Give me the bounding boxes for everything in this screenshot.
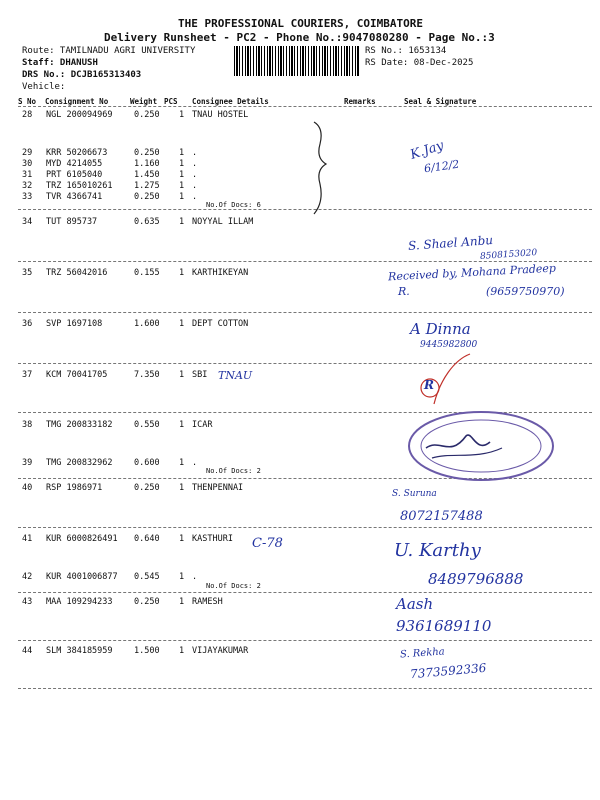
pieces: 1 <box>179 534 185 544</box>
page-title: THE PROFESSIONAL COURIERS, COIMBATORE <box>178 17 424 30</box>
rs-date: RS Date: 08-Dec-2025 <box>365 58 474 68</box>
row-number: 28 <box>22 110 33 120</box>
row-divider <box>18 688 592 689</box>
consignment-number: TVR 4366741 <box>46 192 103 202</box>
row-number: 32 <box>22 181 33 191</box>
row-number: 39 <box>22 458 33 468</box>
consignment-number: TUT 895737 <box>46 217 98 227</box>
consignee-name: SBI <box>192 370 208 380</box>
pieces: 1 <box>179 319 185 329</box>
drs-label: DRS No.: DCJB165313403 <box>22 70 142 80</box>
signature: K.Jay <box>408 138 446 163</box>
pieces: 1 <box>179 192 185 202</box>
consignment-number: PRT 6105040 <box>46 170 103 180</box>
consignee-name: . <box>192 572 198 582</box>
handwritten-phone: 7373592336 <box>409 660 487 682</box>
row-number: 33 <box>22 192 33 202</box>
weight: 1.275 <box>134 181 160 191</box>
consignment-number: TMG 200832962 <box>46 458 113 468</box>
weight: 1.160 <box>134 159 160 169</box>
column-header: Weight <box>130 97 158 106</box>
docs-count-note: No.Of Docs: 2 <box>206 582 261 590</box>
consignee-name: KARTHIKEYAN <box>192 268 249 278</box>
row-number: 29 <box>22 148 33 158</box>
weight: 1.500 <box>134 646 160 656</box>
row-number: 42 <box>22 572 33 582</box>
consignee-name: DEPT COTTON <box>192 319 249 329</box>
row-number: 40 <box>22 483 33 493</box>
weight: 1.450 <box>134 170 160 180</box>
consignment-number: RSP 1986971 <box>46 483 103 493</box>
column-header: PCS <box>164 97 178 106</box>
red-pen-mark <box>400 352 472 408</box>
consignee-name: NOYYAL ILLAM <box>192 217 254 227</box>
weight: 0.545 <box>134 572 160 582</box>
docs-count-note: No.Of Docs: 6 <box>206 201 261 209</box>
row-number: 35 <box>22 268 33 278</box>
consignee-name: RAMESH <box>192 597 223 607</box>
column-header: Remarks <box>344 97 376 106</box>
weight: 0.600 <box>134 458 160 468</box>
company-seal-stamp <box>406 408 556 484</box>
row-number: 43 <box>22 597 33 607</box>
vehicle-label: Vehicle: <box>22 82 66 92</box>
consignee-name: VIJAYAKUMAR <box>192 646 249 656</box>
column-header: Consignment No <box>45 97 109 106</box>
row-number: 36 <box>22 319 33 329</box>
handwritten-note: C-78 <box>252 536 283 551</box>
consignee-name: . <box>192 181 198 191</box>
weight: 0.250 <box>134 110 160 120</box>
consignment-number: SVP 1697108 <box>46 319 103 329</box>
row-divider <box>18 640 592 641</box>
weight: 0.250 <box>134 192 160 202</box>
consignee-name: . <box>192 148 198 158</box>
row-divider <box>18 209 592 210</box>
signature: S. Shael Anbu <box>407 233 494 253</box>
row-divider <box>18 527 592 528</box>
row-divider <box>18 261 592 262</box>
pieces: 1 <box>179 170 185 180</box>
row-number: 44 <box>22 646 33 656</box>
column-header: S No <box>18 97 37 106</box>
weight: 1.600 <box>134 319 160 329</box>
consignment-number: KRR 50206673 <box>46 148 108 158</box>
consignment-number: NGL 200094969 <box>46 110 113 120</box>
pieces: 1 <box>179 148 185 158</box>
weight: 0.640 <box>134 534 160 544</box>
consignee-name: THENPENNAI <box>192 483 244 493</box>
row-number: 38 <box>22 420 33 430</box>
handwritten-phone: 8072157488 <box>400 509 483 524</box>
pieces: 1 <box>179 268 185 278</box>
pieces: 1 <box>179 483 185 493</box>
row-number: 31 <box>22 170 33 180</box>
page-subtitle: Delivery Runsheet - PC2 - Phone No.:9047080280 - Page No.:3 <box>104 31 495 44</box>
consignee-name: TNAU HOSTEL <box>192 110 249 120</box>
signature: Aash <box>396 595 434 613</box>
row-divider <box>18 106 592 107</box>
pieces: 1 <box>179 597 185 607</box>
consignee-name: . <box>192 192 198 202</box>
rs-number: RS No.: 1653134 <box>365 46 447 56</box>
consignment-number: KUR 4001006877 <box>46 572 118 582</box>
handwritten-note: Received by, Mohana Pradeep <box>387 261 557 284</box>
handwritten-phone: 9445982800 <box>420 340 478 350</box>
row-number: 34 <box>22 217 33 227</box>
row-divider <box>18 592 592 593</box>
signature: R <box>424 378 434 392</box>
weight: 7.350 <box>134 370 160 380</box>
column-header: Consignee Details <box>192 97 269 106</box>
weight: 0.155 <box>134 268 160 278</box>
consignment-number: KUR 6000826491 <box>46 534 118 544</box>
pieces: 1 <box>179 217 185 227</box>
consignment-number: TRZ 165010261 <box>46 181 113 191</box>
consignee-name: . <box>192 458 198 468</box>
pieces: 1 <box>179 110 185 120</box>
handwritten-note: TNAU <box>218 369 253 382</box>
consignment-number: TRZ 56042016 <box>46 268 108 278</box>
weight: 0.635 <box>134 217 160 227</box>
weight: 0.250 <box>134 148 160 158</box>
row-number: 41 <box>22 534 33 544</box>
row-divider <box>18 363 592 364</box>
consignment-number: MYD 4214055 <box>46 159 103 169</box>
consignment-number: TMG 200833182 <box>46 420 113 430</box>
weight: 0.250 <box>134 597 160 607</box>
handwritten-date: 6/12/2 <box>423 157 461 176</box>
consignment-number: KCM 70041705 <box>46 370 108 380</box>
pieces: 1 <box>179 572 185 582</box>
consignee-name: ICAR <box>192 420 213 430</box>
signature: S. Suruna <box>392 489 437 499</box>
consignment-number: SLM 384185959 <box>46 646 113 656</box>
barcode <box>234 46 360 76</box>
pieces: 1 <box>179 159 185 169</box>
consignee-name: . <box>192 170 198 180</box>
handwritten-phone: (9659750970) <box>486 285 565 298</box>
weight: 0.250 <box>134 483 160 493</box>
docs-count-note: No.Of Docs: 2 <box>206 467 261 475</box>
signature: R. <box>398 285 410 298</box>
route-label: Route: TAMILNADU AGRI UNIVERSITY <box>22 46 196 56</box>
signature: S. Rekha <box>399 646 446 661</box>
row-number: 30 <box>22 159 33 169</box>
consignee-name: KASTHURI <box>192 534 233 544</box>
hand-bracket <box>308 118 338 218</box>
column-header: Seal & Signature <box>404 97 477 106</box>
handwritten-phone: 9361689110 <box>396 617 492 635</box>
weight: 0.550 <box>134 420 160 430</box>
handwritten-phone: 8489796888 <box>428 570 524 588</box>
pieces: 1 <box>179 370 185 380</box>
staff-label: Staff: DHANUSH <box>22 58 98 68</box>
row-divider <box>18 312 592 313</box>
pieces: 1 <box>179 181 185 191</box>
handwritten-number: 8508153020 <box>479 248 538 262</box>
pieces: 1 <box>179 420 185 430</box>
pieces: 1 <box>179 646 185 656</box>
row-number: 37 <box>22 370 33 380</box>
consignee-name: . <box>192 159 198 169</box>
signature: U. Karthy <box>394 540 481 561</box>
signature: A Dinna <box>410 320 471 338</box>
pieces: 1 <box>179 458 185 468</box>
consignment-number: MAA 109294233 <box>46 597 113 607</box>
